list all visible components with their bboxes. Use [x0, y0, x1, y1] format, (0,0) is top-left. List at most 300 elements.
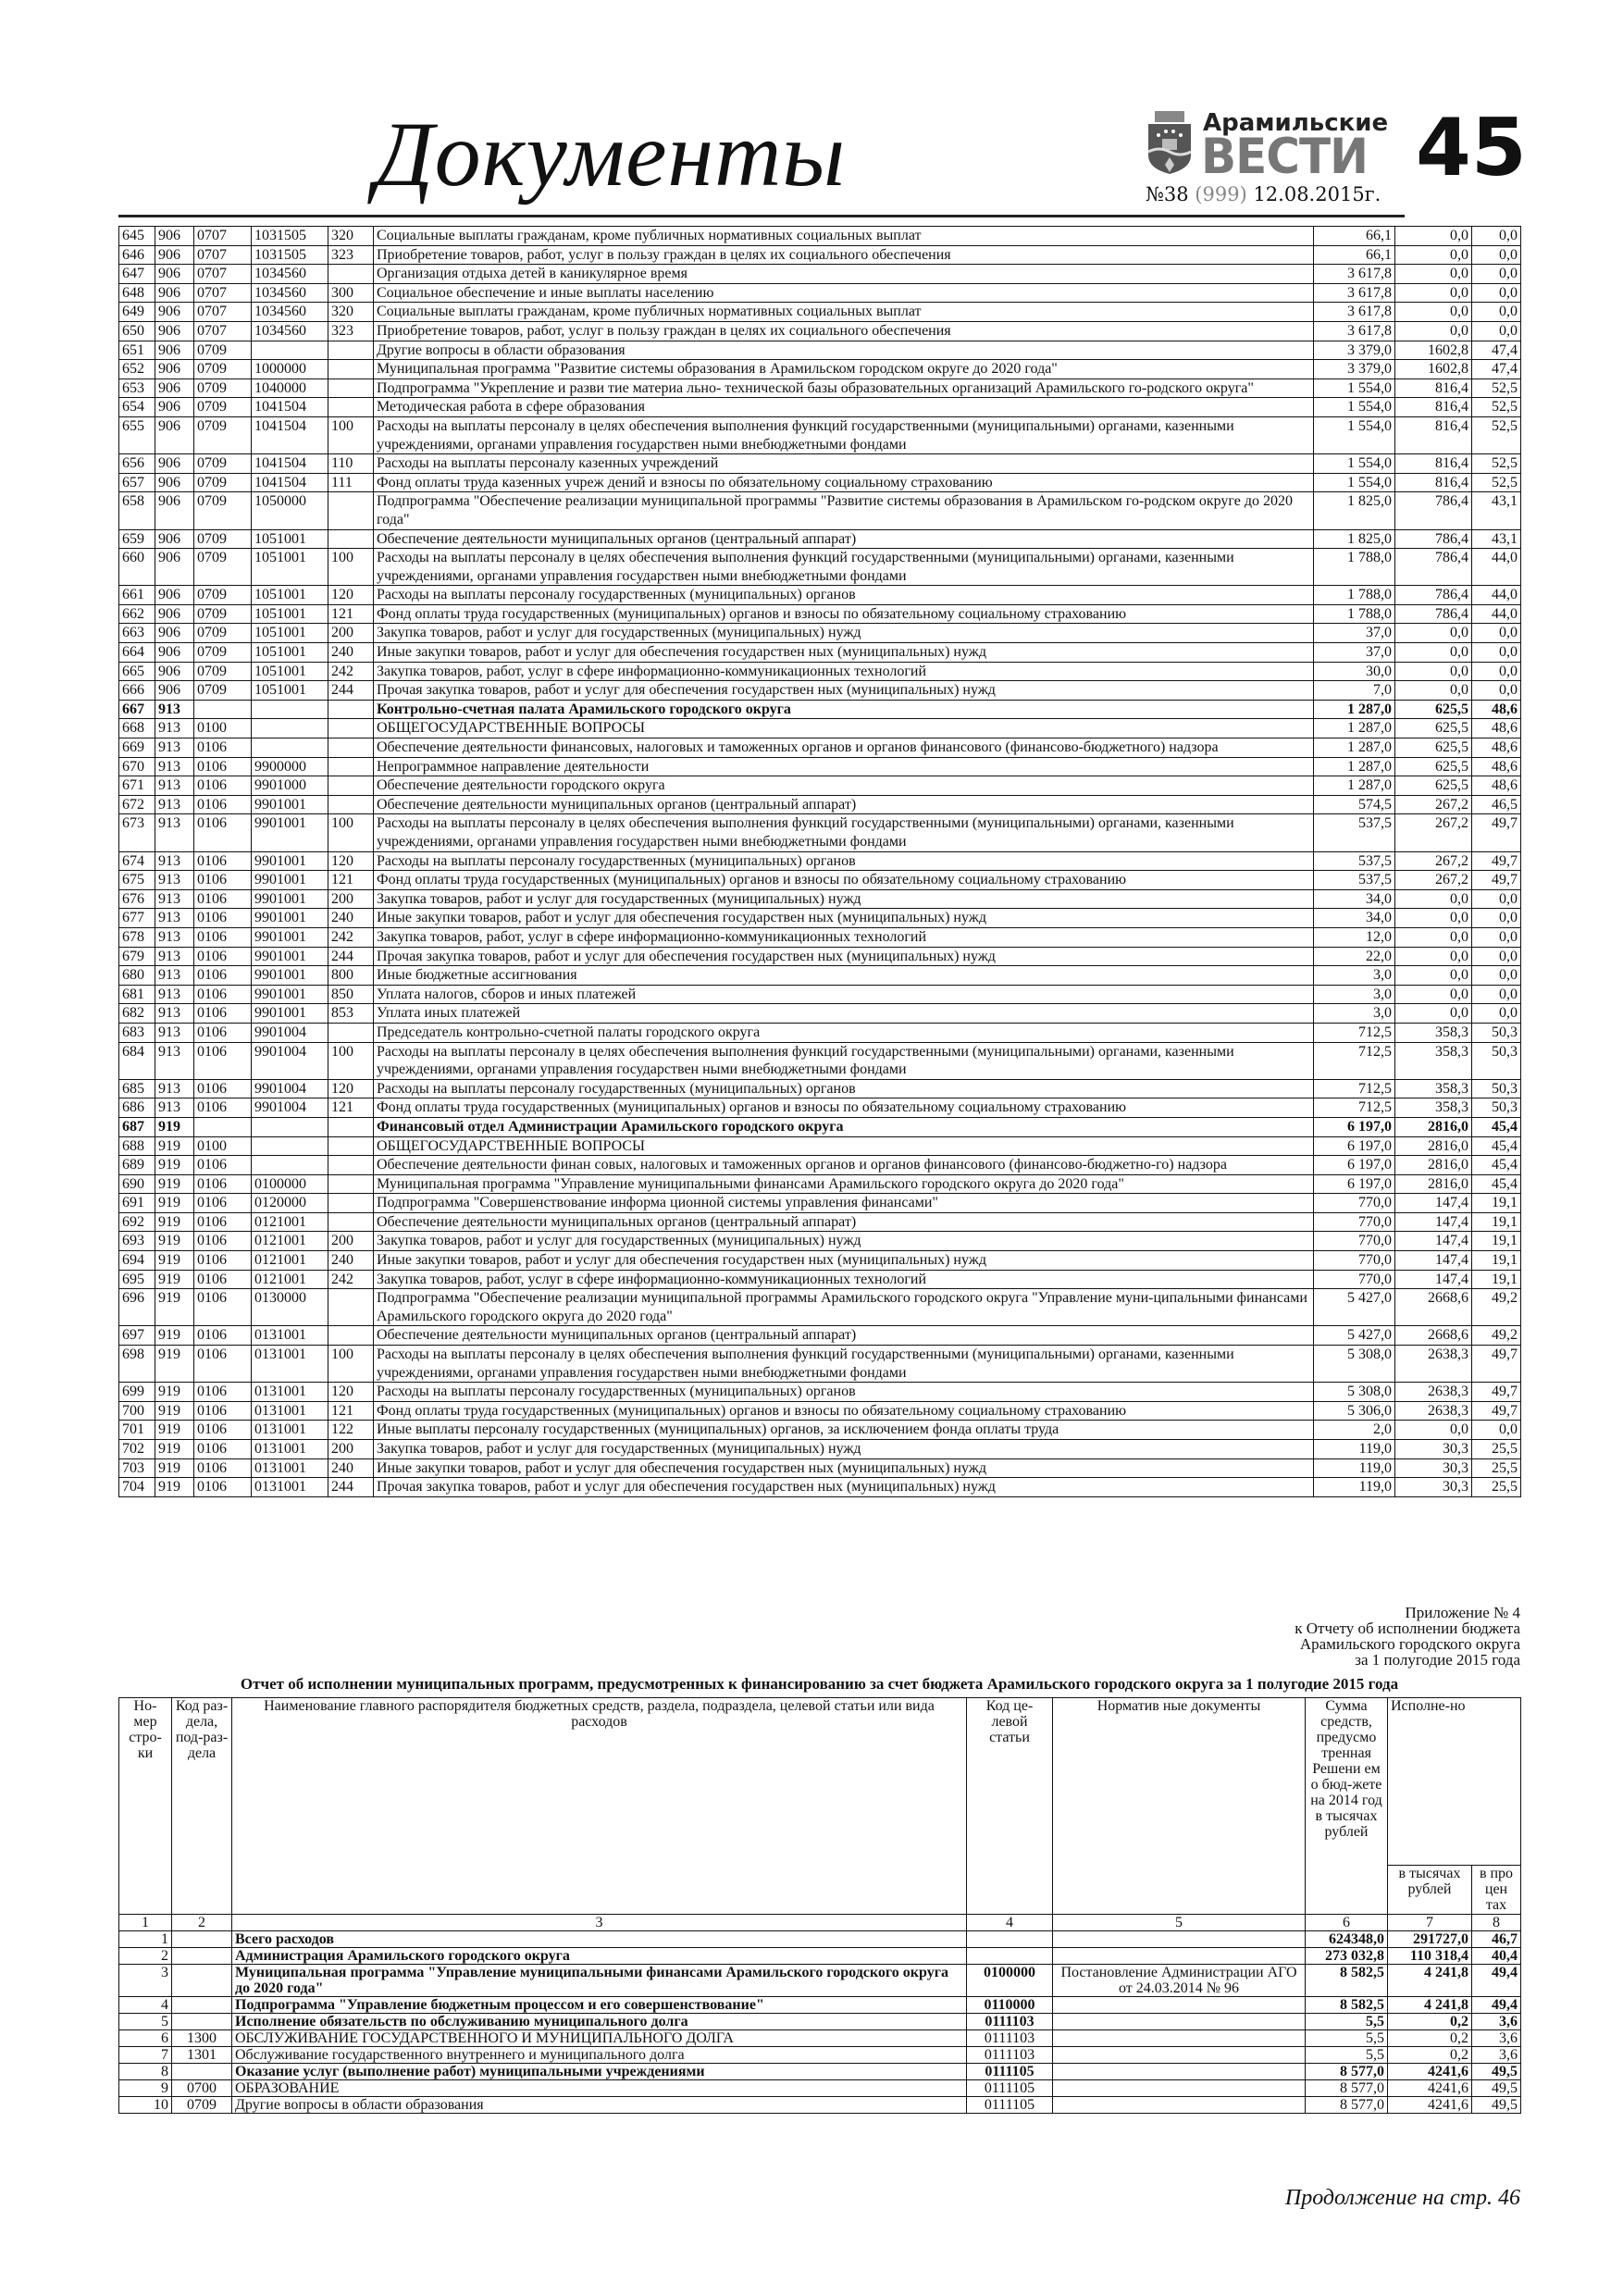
section-title: Документы [375, 103, 847, 205]
grbs-code: 919 [155, 1212, 194, 1232]
expense-type: 240 [328, 909, 374, 928]
grbs-code: 913 [155, 776, 194, 796]
executed-percent: 49,5 [1472, 2097, 1521, 2114]
planned-amount: 30,0 [1314, 662, 1395, 681]
grbs-code: 913 [155, 1004, 194, 1024]
executed-percent: 3,6 [1472, 2014, 1521, 2030]
executed-percent: 52,5 [1472, 454, 1521, 474]
section-code [172, 1948, 232, 1965]
target-code: 0131001 [252, 1440, 328, 1459]
row-number: 690 [119, 1174, 155, 1194]
planned-amount: 712,5 [1314, 1042, 1395, 1079]
item-name: Обеспечение деятельности муниципальных органов (центральный аппарат) [374, 795, 1314, 814]
table-row [119, 1948, 1521, 1965]
item-name: Расходы на выплаты персоналу государственных (муниципальных) органов [374, 586, 1314, 605]
executed-percent: 47,4 [1472, 360, 1521, 379]
section-code: 0709 [194, 643, 252, 663]
item-name: Иные закупки товаров, работ и услуг для обеспечения государствен ных (муниципальных) нужд [374, 1251, 1314, 1271]
executed-percent: 44,0 [1472, 549, 1521, 586]
target-code: 0111103 [967, 2030, 1053, 2047]
expense-type: 121 [328, 871, 374, 890]
executed-percent: 43,1 [1472, 492, 1521, 529]
target-code [252, 1156, 328, 1175]
section-code: 0709 [172, 2097, 232, 2114]
executed-amount: 2668,6 [1395, 1326, 1472, 1346]
planned-amount: 1 788,0 [1314, 586, 1395, 605]
executed-percent: 44,0 [1472, 604, 1521, 624]
expense-type: 121 [328, 604, 374, 624]
header-row-number: Но-мер стро-ки [119, 1698, 172, 1915]
executed-amount: 625,5 [1395, 738, 1472, 758]
row-number: 654 [119, 398, 155, 417]
expenditure-table [118, 226, 1521, 1497]
row-number: 687 [119, 1117, 155, 1136]
grbs-code: 913 [155, 871, 194, 890]
table-row [119, 1421, 1521, 1440]
row-number: 659 [119, 529, 155, 549]
item-name: Другие вопросы в области образования [232, 2097, 967, 2114]
grbs-code: 913 [155, 889, 194, 909]
target-code [252, 719, 328, 738]
item-name: ОБСЛУЖИВАНИЕ ГОСУДАРСТВЕННОГО И МУНИЦИПАЛЬНОГО ДОЛГА [232, 2030, 967, 2047]
planned-amount: 1 554,0 [1314, 379, 1395, 398]
executed-amount: 816,4 [1395, 416, 1472, 453]
section-code: 0709 [194, 379, 252, 398]
expense-type: 120 [328, 586, 374, 605]
grbs-code: 913 [155, 1023, 194, 1042]
row-number: 664 [119, 643, 155, 663]
page-number: 45 [1416, 102, 1527, 194]
header-target-code: Код це-левой статьи [967, 1698, 1053, 1915]
executed-percent: 52,5 [1472, 416, 1521, 453]
header-planned-sum: Сумма средств, предусмо тренная Решени ем о бюд-жете на 2014 год в тысячах рублей [1306, 1698, 1388, 1915]
executed-percent: 49,7 [1472, 871, 1521, 890]
item-name: Приобретение товаров, работ, услуг в пользу граждан в целях их социального обеспечения [374, 321, 1314, 341]
table-row [119, 1440, 1521, 1459]
target-code: 9901000 [252, 776, 328, 796]
table-row [119, 1383, 1521, 1402]
section-code: 0106 [194, 927, 252, 947]
section-code: 0709 [194, 492, 252, 529]
executed-amount: 0,0 [1395, 303, 1472, 322]
planned-amount: 22,0 [1314, 947, 1395, 966]
expense-type: 111 [328, 473, 374, 492]
table-row [119, 1079, 1521, 1098]
column-number: 3 [232, 1915, 967, 1931]
section-code: 0709 [194, 604, 252, 624]
target-code [252, 1136, 328, 1156]
executed-percent: 0,0 [1472, 321, 1521, 341]
executed-amount: 267,2 [1395, 795, 1472, 814]
executed-amount: 2638,3 [1395, 1401, 1472, 1421]
grbs-code: 906 [155, 283, 194, 303]
executed-amount: 625,5 [1395, 700, 1472, 719]
executed-amount: 0,0 [1395, 624, 1472, 643]
appendix-line: Арамильского городского округа [1299, 1635, 1520, 1653]
normative-document [1053, 2030, 1306, 2047]
grbs-code: 913 [155, 814, 194, 851]
section-code: 0707 [194, 265, 252, 284]
expense-type [328, 1289, 374, 1326]
expense-type [328, 265, 374, 284]
section-code: 0709 [194, 681, 252, 701]
planned-sum: 8 582,5 [1306, 1965, 1388, 1997]
section-code: 0709 [194, 473, 252, 492]
section-code: 0106 [194, 1004, 252, 1024]
executed-amount: 110 318,4 [1388, 1948, 1472, 1965]
executed-percent: 0,0 [1472, 889, 1521, 909]
section-code: 0100 [194, 1136, 252, 1156]
table-row [119, 776, 1521, 796]
target-code: 9901001 [252, 871, 328, 890]
expense-type: 244 [328, 947, 374, 966]
expense-type: 300 [328, 283, 374, 303]
executed-percent: 0,0 [1472, 624, 1521, 643]
section-code [172, 1965, 232, 1997]
executed-percent: 0,0 [1472, 927, 1521, 947]
planned-amount: 1 825,0 [1314, 529, 1395, 549]
planned-amount: 37,0 [1314, 643, 1395, 663]
planned-amount: 3,0 [1314, 966, 1395, 986]
item-name: Подпрограмма "Совершенствование информа ционной системы управления финансами" [374, 1194, 1314, 1213]
planned-amount: 119,0 [1314, 1440, 1395, 1459]
column-number: 4 [967, 1915, 1053, 1931]
expense-type [328, 1194, 374, 1213]
table-row [119, 2064, 1521, 2080]
executed-amount: 2816,0 [1395, 1174, 1472, 1194]
planned-sum: 624348,0 [1306, 1931, 1388, 1948]
grbs-code: 906 [155, 360, 194, 379]
section-code: 0106 [194, 1270, 252, 1289]
item-name: Иные закупки товаров, работ и услуг для обеспечения государствен ных (муниципальных) нужд [374, 909, 1314, 928]
table-row [119, 1174, 1521, 1194]
target-code: 9901004 [252, 1023, 328, 1042]
header-executed-thousands: в тысячах рублей [1388, 1866, 1472, 1915]
column-number: 2 [172, 1915, 232, 1931]
planned-sum: 5,5 [1306, 2047, 1388, 2064]
planned-amount: 119,0 [1314, 1458, 1395, 1478]
target-code: 0131001 [252, 1458, 328, 1478]
grbs-code: 906 [155, 549, 194, 586]
section-code: 0700 [172, 2080, 232, 2097]
expense-type [328, 1136, 374, 1156]
table-row [119, 2030, 1521, 2047]
item-name: Муниципальная программа "Управление муниципальными финансами Арамильского городского округа до 2020 года" [374, 1174, 1314, 1194]
row-number: 2 [119, 1948, 172, 1965]
header-executed: Исполне-но [1388, 1698, 1521, 1866]
planned-amount: 1 554,0 [1314, 398, 1395, 417]
grbs-code: 913 [155, 966, 194, 986]
row-number: 695 [119, 1270, 155, 1289]
executed-percent: 49,7 [1472, 1383, 1521, 1402]
item-name: Обеспечение деятельности муниципальных органов (центральный аппарат) [374, 1326, 1314, 1346]
executed-percent: 0,0 [1472, 1004, 1521, 1024]
table-row [119, 341, 1521, 360]
item-name: Социальное обеспечение и иные выплаты населению [374, 283, 1314, 303]
section-code: 0106 [194, 1401, 252, 1421]
target-code: 1034560 [252, 321, 328, 341]
continued-note: Продолжение на стр. 46 [1284, 2186, 1520, 2210]
table-row [119, 1212, 1521, 1232]
expense-type: 320 [328, 227, 374, 246]
row-number: 694 [119, 1251, 155, 1271]
executed-percent: 50,3 [1472, 1023, 1521, 1042]
section-code: 0709 [194, 549, 252, 586]
section-code: 0106 [194, 1079, 252, 1098]
row-number: 675 [119, 871, 155, 890]
executed-percent: 52,5 [1472, 473, 1521, 492]
grbs-code: 906 [155, 492, 194, 529]
planned-sum: 5,5 [1306, 2030, 1388, 2047]
item-name: Расходы на выплаты персоналу государственных (муниципальных) органов [374, 851, 1314, 871]
row-number: 667 [119, 700, 155, 719]
item-name: Прочая закупка товаров, работ и услуг для обеспечения государствен ных (муниципальных) нужд [374, 1478, 1314, 1497]
executed-amount: 358,3 [1395, 1023, 1472, 1042]
expense-type: 320 [328, 303, 374, 322]
row-number: 661 [119, 586, 155, 605]
section-code: 0106 [194, 776, 252, 796]
section-code: 0106 [194, 851, 252, 871]
table-row [119, 473, 1521, 492]
planned-amount: 3,0 [1314, 1004, 1395, 1024]
section-code: 0106 [194, 1289, 252, 1326]
item-name: Методическая работа в сфере образования [374, 398, 1314, 417]
expense-type: 121 [328, 1098, 374, 1118]
table-row [119, 624, 1521, 643]
executed-amount: 358,3 [1395, 1098, 1472, 1118]
target-code: 0131001 [252, 1478, 328, 1497]
target-code: 0111103 [967, 2014, 1053, 2030]
table-row [119, 549, 1521, 586]
item-name: Обеспечение деятельности муниципальных органов (центральный аппарат) [374, 529, 1314, 549]
section-code: 0106 [194, 909, 252, 928]
expense-type [328, 1174, 374, 1194]
table-row [119, 416, 1521, 453]
table-row [119, 662, 1521, 681]
executed-percent: 49,5 [1472, 2080, 1521, 2097]
section-code: 0106 [194, 1346, 252, 1383]
row-number: 665 [119, 662, 155, 681]
executed-amount: 816,4 [1395, 454, 1472, 474]
table-row [119, 1346, 1521, 1383]
executed-percent: 45,4 [1472, 1174, 1521, 1194]
planned-amount: 37,0 [1314, 624, 1395, 643]
planned-amount: 1 287,0 [1314, 776, 1395, 796]
planned-amount: 5 308,0 [1314, 1383, 1395, 1402]
executed-percent: 0,0 [1472, 985, 1521, 1004]
table-row [119, 398, 1521, 417]
expense-type [328, 1212, 374, 1232]
section-code: 0707 [194, 321, 252, 341]
header-name: Наименование главного распорядителя бюджетных средств, раздела, подраздела, целевой статьи или вида расходов [232, 1698, 967, 1915]
planned-amount: 5 427,0 [1314, 1326, 1395, 1346]
expense-type [328, 1023, 374, 1042]
table-row [119, 927, 1521, 947]
grbs-code: 906 [155, 265, 194, 284]
section-code: 0106 [194, 1326, 252, 1346]
section-code: 0106 [194, 1174, 252, 1194]
executed-amount: 2816,0 [1395, 1156, 1472, 1175]
table-row [119, 303, 1521, 322]
table-row [119, 871, 1521, 890]
row-number: 681 [119, 985, 155, 1004]
table-row [119, 283, 1521, 303]
planned-amount: 66,1 [1314, 245, 1395, 265]
planned-amount: 3 617,8 [1314, 321, 1395, 341]
row-number: 662 [119, 604, 155, 624]
table-row [119, 947, 1521, 966]
item-name: Уплата иных платежей [374, 1004, 1314, 1024]
grbs-code: 919 [155, 1251, 194, 1271]
planned-sum: 5,5 [1306, 2014, 1388, 2030]
planned-amount: 712,5 [1314, 1098, 1395, 1118]
item-name: ОБЩЕГОСУДАРСТВЕННЫЕ ВОПРОСЫ [374, 719, 1314, 738]
executed-amount: 1602,8 [1395, 360, 1472, 379]
normative-document [1053, 1997, 1306, 2014]
table-row [119, 757, 1521, 776]
executed-amount: 147,4 [1395, 1232, 1472, 1251]
planned-amount: 1 287,0 [1314, 738, 1395, 758]
table-row [119, 321, 1521, 341]
grbs-code: 906 [155, 245, 194, 265]
appendix-line: Приложение № 4 [1405, 1604, 1520, 1621]
item-name: Контрольно-счетная палата Арамильского городского округа [374, 700, 1314, 719]
executed-percent: 43,1 [1472, 529, 1521, 549]
target-code: 0121001 [252, 1270, 328, 1289]
target-code: 0100000 [967, 1965, 1053, 1997]
item-name: Расходы на выплаты персоналу государственных (муниципальных) органов [374, 1079, 1314, 1098]
grbs-code: 919 [155, 1117, 194, 1136]
executed-amount: 0,0 [1395, 321, 1472, 341]
grbs-code: 919 [155, 1232, 194, 1251]
section-code: 0106 [194, 1156, 252, 1175]
executed-amount: 267,2 [1395, 851, 1472, 871]
target-code: 0111103 [967, 2047, 1053, 2064]
executed-percent: 48,6 [1472, 776, 1521, 796]
planned-amount: 5 308,0 [1314, 1346, 1395, 1383]
grbs-code: 919 [155, 1156, 194, 1175]
executed-amount: 0,0 [1395, 966, 1472, 986]
executed-percent: 0,0 [1472, 1421, 1521, 1440]
planned-amount: 7,0 [1314, 681, 1395, 701]
header-divider [118, 215, 1405, 217]
item-name: Расходы на выплаты персоналу в целях обеспечения выполнения функций государственными (муниципальными) органами, казенными учреждениями, органами управления государствен ными внебюджетными фондами [374, 814, 1314, 851]
item-name: Исполнение обязательств по обслуживанию муниципального долга [232, 2014, 967, 2030]
section-code: 0106 [194, 1098, 252, 1118]
expense-type: 242 [328, 927, 374, 947]
row-number: 666 [119, 681, 155, 701]
table-row [119, 604, 1521, 624]
table-row [119, 889, 1521, 909]
section-code: 0106 [194, 1042, 252, 1079]
section-code: 0709 [194, 416, 252, 453]
planned-amount: 537,5 [1314, 871, 1395, 890]
normative-document: Постановление Администрации АГО от 24.03.2014 № 96 [1053, 1965, 1306, 1997]
expense-type [328, 719, 374, 738]
item-name: Социальные выплаты гражданам, кроме публичных нормативных социальных выплат [374, 303, 1314, 322]
expense-type [328, 776, 374, 796]
table-row [119, 1326, 1521, 1346]
section-code: 0709 [194, 529, 252, 549]
table-row [119, 738, 1521, 758]
planned-sum: 273 032,8 [1306, 1948, 1388, 1965]
executed-percent: 0,0 [1472, 681, 1521, 701]
table-row [119, 245, 1521, 265]
row-number: 7 [119, 2047, 172, 2064]
grbs-code: 919 [155, 1270, 194, 1289]
section-code: 0709 [194, 624, 252, 643]
target-code: 1034560 [252, 265, 328, 284]
target-code: 1050000 [252, 492, 328, 529]
planned-amount: 1 287,0 [1314, 719, 1395, 738]
section-code [172, 2014, 232, 2030]
expense-type [328, 1156, 374, 1175]
executed-amount: 2668,6 [1395, 1289, 1472, 1326]
row-number: 660 [119, 549, 155, 586]
row-number: 8 [119, 2064, 172, 2080]
executed-amount: 4241,6 [1388, 2080, 1472, 2097]
row-number: 683 [119, 1023, 155, 1042]
expense-type [328, 795, 374, 814]
executed-amount: 786,4 [1395, 586, 1472, 605]
target-code: 0131001 [252, 1383, 328, 1402]
grbs-code: 906 [155, 398, 194, 417]
logo-line2: ВЕСТИ [1201, 128, 1368, 185]
expense-type [328, 738, 374, 758]
planned-sum: 8 577,0 [1306, 2097, 1388, 2114]
executed-percent: 49,7 [1472, 1346, 1521, 1383]
executed-percent: 25,5 [1472, 1440, 1521, 1459]
planned-amount: 3 379,0 [1314, 341, 1395, 360]
header-section-code: Код раз-дела, под-раз-дела [172, 1698, 232, 1915]
section-code [194, 700, 252, 719]
normative-document [1053, 2080, 1306, 2097]
column-number: 7 [1388, 1915, 1472, 1931]
item-name: Уплата налогов, сборов и иных платежей [374, 985, 1314, 1004]
row-number: 9 [119, 2080, 172, 2097]
target-code: 1051001 [252, 662, 328, 681]
item-name: ОБРАЗОВАНИЕ [232, 2080, 967, 2097]
planned-amount: 5 306,0 [1314, 1401, 1395, 1421]
planned-amount: 770,0 [1314, 1270, 1395, 1289]
item-name: Подпрограмма "Обеспечение реализации муниципальной программы "Развитие системы образования в Арамильском го-родском округе до 2020 года" [374, 492, 1314, 529]
column-numbers-row [119, 1915, 1521, 1931]
table-row [119, 1098, 1521, 1118]
table-row [119, 966, 1521, 986]
target-code: 0111105 [967, 2080, 1053, 2097]
target-code [967, 1931, 1053, 1948]
section-code: 0106 [194, 1421, 252, 1440]
row-number: 650 [119, 321, 155, 341]
planned-sum: 8 582,5 [1306, 1997, 1388, 2014]
table-row [119, 1117, 1521, 1136]
section-code: 0106 [194, 889, 252, 909]
table-row [119, 492, 1521, 529]
row-number: 691 [119, 1194, 155, 1213]
executed-amount: 1602,8 [1395, 341, 1472, 360]
executed-percent: 48,6 [1472, 719, 1521, 738]
planned-amount: 6 197,0 [1314, 1136, 1395, 1156]
executed-amount: 786,4 [1395, 529, 1472, 549]
grbs-code: 919 [155, 1478, 194, 1497]
planned-sum: 8 577,0 [1306, 2080, 1388, 2097]
executed-percent: 19,1 [1472, 1194, 1521, 1213]
planned-amount: 1 825,0 [1314, 492, 1395, 529]
expense-type [328, 341, 374, 360]
item-name: Подпрограмма "Обеспечение реализации муниципальной программы Арамильского городского округа "Управление муни-ципальными финансами Арамильского городского округа до 2020 года" [374, 1289, 1314, 1326]
target-code: 9901001 [252, 795, 328, 814]
programs-table [118, 1697, 1521, 2114]
